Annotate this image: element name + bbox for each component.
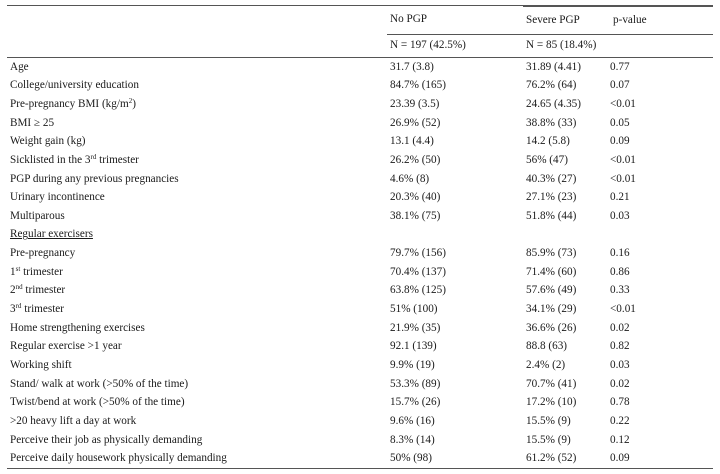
cell-pvalue: <0.01 xyxy=(610,303,636,316)
cell-no-pgp: 70.4% (137) xyxy=(390,265,446,278)
cell-pvalue: 0.03 xyxy=(610,209,630,222)
row-label-suffix: trimester xyxy=(22,284,66,297)
row-label-suffix: trimester xyxy=(20,265,63,278)
cell-pvalue: 0.02 xyxy=(610,321,630,334)
cell-severe-pgp: 15.5% (9) xyxy=(526,414,571,427)
row-label-superscript: 2 xyxy=(128,97,133,105)
cell-no-pgp xyxy=(387,226,523,245)
cell-no-pgp: 79.7% (156) xyxy=(390,247,446,260)
row-label-text: Home strengthening exercises xyxy=(10,321,145,334)
table-row xyxy=(7,244,713,263)
row-label-text: Stand/ walk at work (>50% of the time) xyxy=(10,377,189,390)
header-n-empty xyxy=(7,35,387,58)
row-label xyxy=(7,244,387,263)
cell-no-pgp: 8.3% (14) xyxy=(390,433,435,446)
row-label-superscript: rd xyxy=(90,152,97,161)
cell-severe-pgp: 14.2 (5.8) xyxy=(526,135,570,148)
row-label xyxy=(7,95,387,114)
cell-no-pgp: 15.7% (26) xyxy=(390,396,441,409)
cell-pvalue: 0.05 xyxy=(610,116,630,129)
table-row xyxy=(7,319,713,338)
table-row xyxy=(7,412,713,431)
row-label xyxy=(7,263,387,282)
results-table xyxy=(7,5,713,469)
header-severe-pgp: Severe PGP xyxy=(523,7,610,35)
table-row xyxy=(7,95,713,114)
row-label-text: Urinary incontinence xyxy=(10,191,105,204)
row-label-text: Perceive their job as physically demanding xyxy=(10,433,203,446)
cell-no-pgp: 50% (98) xyxy=(387,449,523,468)
row-label-superscript: rd xyxy=(15,302,22,311)
row-label-suffix: ) xyxy=(132,98,136,110)
table-row xyxy=(7,263,713,282)
row-label-text: Twist/bend at work (>50% of the time) xyxy=(10,396,185,409)
cell-pvalue: 0.77 xyxy=(610,60,630,73)
row-label-suffix: trimester xyxy=(21,303,64,316)
row-label-superscript: nd xyxy=(15,283,23,292)
row-label-text: Working shift xyxy=(10,358,72,371)
table-body xyxy=(7,58,713,469)
cell-pvalue: 0.33 xyxy=(610,284,630,297)
cell-no-pgp: 31.7 (3.8) xyxy=(390,60,434,73)
row-label-text: Pre-pregnancy BMI (kg/m xyxy=(10,98,129,110)
cell-pvalue: 0.16 xyxy=(610,247,630,260)
row-label-text: Regular exercisers xyxy=(10,228,93,241)
row-label xyxy=(7,207,387,226)
cell-pvalue: 0.09 xyxy=(607,449,713,468)
row-label xyxy=(7,58,387,77)
cell-no-pgp: 9.9% (19) xyxy=(390,358,435,371)
row-label xyxy=(7,114,387,133)
row-label xyxy=(7,300,387,319)
header-n-no-pgp: N = 197 (42.5%) xyxy=(387,35,523,58)
cell-no-pgp: 13.1 (4.4) xyxy=(390,135,434,148)
cell-pvalue: 0.78 xyxy=(610,396,630,409)
cell-severe-pgp: 56% (47) xyxy=(526,153,568,166)
cell-pvalue: 0.82 xyxy=(610,340,630,353)
table-row xyxy=(7,375,713,394)
cell-pvalue: 0.02 xyxy=(610,377,630,390)
row-label-superscript: st xyxy=(15,264,21,273)
table-row xyxy=(7,356,713,375)
cell-severe-pgp: 57.6% (49) xyxy=(526,284,577,297)
table-row xyxy=(7,77,713,96)
row-label xyxy=(7,449,387,468)
table-row xyxy=(7,114,713,133)
cell-no-pgp: 84.7% (165) xyxy=(390,79,446,92)
row-label xyxy=(7,394,387,413)
cell-pvalue: 0.03 xyxy=(610,358,630,371)
row-label-text: Pre-pregnancy xyxy=(10,247,76,260)
row-label-text: College/university education xyxy=(10,79,139,92)
row-label-text: Regular exercise >1 year xyxy=(10,340,122,353)
cell-severe-pgp: 88.8 (63) xyxy=(526,340,568,353)
cell-severe-pgp: 38.8% (33) xyxy=(526,116,577,129)
row-label xyxy=(7,338,387,357)
header-row xyxy=(7,6,713,35)
row-label-text: 2 xyxy=(10,284,16,297)
cell-severe-pgp: 31.89 (4.41) xyxy=(526,60,581,73)
cell-no-pgp: 53.3% (89) xyxy=(390,377,441,390)
table-row xyxy=(7,338,713,357)
cell-severe-pgp: 34.1% (29) xyxy=(526,303,577,316)
row-label xyxy=(7,226,387,245)
header-severe-pgp-wrap xyxy=(523,6,713,35)
cell-severe-pgp: 2.4% (2) xyxy=(526,358,566,371)
cell-pvalue: <0.01 xyxy=(610,98,636,110)
table-row xyxy=(7,170,713,189)
cell-severe-pgp: 40.3% (27) xyxy=(526,172,577,185)
cell-pvalue: 0.12 xyxy=(610,433,630,446)
cell-no-pgp: 51% (100) xyxy=(390,303,438,316)
row-label xyxy=(7,77,387,96)
row-label-text: Multiparous xyxy=(10,209,65,222)
table-row xyxy=(7,226,713,245)
row-label xyxy=(7,431,387,450)
cell-pvalue: 0.21 xyxy=(610,191,630,204)
table-row xyxy=(7,58,713,77)
cell-severe-pgp: 51.8% (44) xyxy=(526,209,577,222)
cell-no-pgp: 9.6% (16) xyxy=(390,414,435,427)
table-row xyxy=(7,207,713,226)
row-label xyxy=(7,319,387,338)
row-label-text: Weight gain (kg) xyxy=(10,135,86,148)
header-empty-cell xyxy=(7,6,387,35)
cell-severe-pgp: 17.2% (10) xyxy=(526,396,577,409)
table-row xyxy=(7,133,713,152)
cell-severe-pgp: 36.6% (26) xyxy=(526,321,577,334)
cell-no-pgp: 4.6% (8) xyxy=(390,172,430,185)
table-row xyxy=(7,394,713,413)
cell-no-pgp: 23.39 (3.5) xyxy=(390,98,440,110)
row-label xyxy=(7,282,387,301)
cell-no-pgp: 92.1 (139) xyxy=(390,340,437,353)
row-label-text: PGP during any previous pregnancies xyxy=(10,172,179,185)
cell-severe-pgp: 61.2% (52) xyxy=(523,449,607,468)
cell-no-pgp: 26.2% (50) xyxy=(390,153,441,166)
cell-no-pgp: 63.8% (125) xyxy=(390,284,446,297)
cell-severe-pgp: 76.2% (64) xyxy=(526,79,577,92)
cell-pvalue: <0.01 xyxy=(610,172,636,185)
table-row xyxy=(7,188,713,207)
header-pvalue: p-value xyxy=(610,7,713,35)
row-label-text: BMI ≥ 25 xyxy=(10,116,55,129)
cell-severe-pgp: 24.65 (4.35) xyxy=(526,98,581,110)
cell-pvalue xyxy=(607,226,713,245)
row-label-text: Perceive daily housework physically demanding xyxy=(10,452,227,465)
row-label xyxy=(7,375,387,394)
row-label xyxy=(7,170,387,189)
row-label-text: >20 heavy lift a day at work xyxy=(10,414,137,427)
table-row xyxy=(7,449,713,468)
header-n-severe-pgp: N = 85 (18.4%) xyxy=(523,35,607,58)
header-n-row xyxy=(7,35,713,58)
row-label xyxy=(7,188,387,207)
cell-severe-pgp: 70.7% (41) xyxy=(526,377,577,390)
table-row xyxy=(7,431,713,450)
cell-no-pgp: 26.9% (52) xyxy=(390,116,441,129)
row-label xyxy=(7,151,387,170)
cell-severe-pgp: 15.5% (9) xyxy=(526,433,571,446)
row-label-text: Age xyxy=(10,60,29,73)
cell-severe-pgp: 71.4% (60) xyxy=(526,265,577,278)
row-label-suffix: trimester xyxy=(96,153,139,166)
cell-severe-pgp: 85.9% (73) xyxy=(526,247,577,260)
row-label-text: Sicklisted in the 3 xyxy=(10,153,91,166)
table-row xyxy=(7,300,713,319)
row-label-text: 1 xyxy=(10,265,16,278)
row-label xyxy=(7,356,387,375)
cell-no-pgp: 38.1% (75) xyxy=(390,209,441,222)
cell-pvalue: 0.09 xyxy=(610,135,630,148)
row-label-text: 3 xyxy=(10,303,16,316)
header-no-pgp: No PGP xyxy=(387,6,523,35)
cell-no-pgp: 21.9% (35) xyxy=(390,321,441,334)
cell-pvalue: <0.01 xyxy=(610,153,636,166)
row-label xyxy=(7,412,387,431)
cell-severe-pgp xyxy=(523,226,607,245)
cell-no-pgp: 20.3% (40) xyxy=(390,191,441,204)
row-label xyxy=(7,133,387,152)
cell-pvalue: 0.22 xyxy=(610,414,630,427)
header-n-pvalue-empty xyxy=(607,35,713,58)
cell-severe-pgp: 27.1% (23) xyxy=(526,191,577,204)
cell-pvalue: 0.07 xyxy=(610,79,630,92)
cell-pvalue: 0.86 xyxy=(610,265,630,278)
table-row xyxy=(7,151,713,170)
table-row xyxy=(7,282,713,301)
